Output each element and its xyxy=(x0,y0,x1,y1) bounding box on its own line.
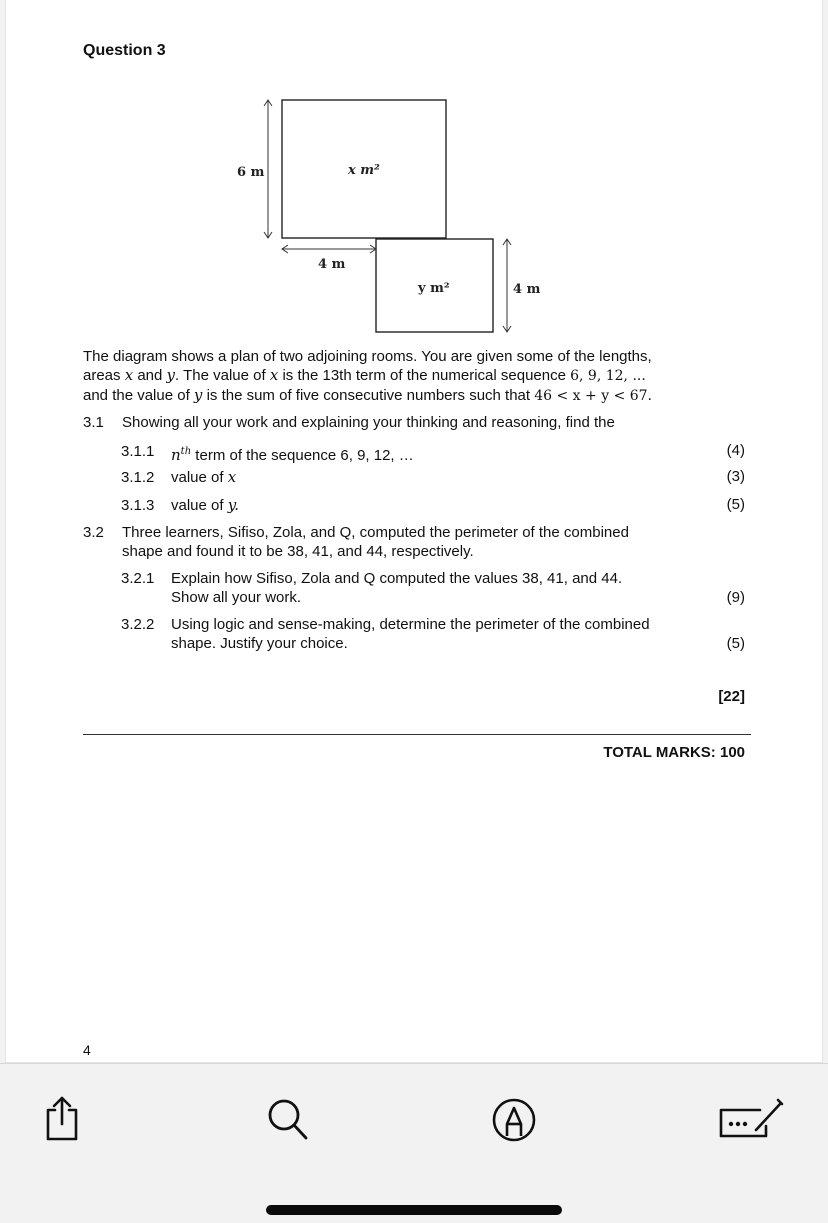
label-x-area: x m² xyxy=(348,163,380,178)
share-icon xyxy=(40,1094,84,1142)
q3-1-2-text: value of x xyxy=(171,468,237,486)
search-icon xyxy=(264,1094,312,1142)
rooms-diagram xyxy=(6,0,822,345)
total-marks: TOTAL MARKS: 100 xyxy=(603,744,745,761)
label-4m-right: 4 m xyxy=(513,282,541,297)
q3-2-1-text: Explain how Sifiso, Zola and Q computed the values 38, 41, and 44. Show all your work. xyxy=(171,570,623,606)
question-title: Question 3 xyxy=(83,42,166,59)
page-number: 4 xyxy=(83,1042,91,1058)
q3-2-1-number: 3.2.1 xyxy=(121,570,155,587)
label-6m: 6 m xyxy=(237,165,265,180)
q3-2-2-marks: (5) xyxy=(726,635,745,652)
label-4m-bottom: 4 m xyxy=(318,257,346,272)
q3-1-3-marks: (5) xyxy=(726,496,745,513)
q3-1-2-marks: (3) xyxy=(726,468,745,485)
divider-rule xyxy=(83,734,751,735)
intro-paragraph xyxy=(83,347,699,406)
section-total: [22] xyxy=(718,688,745,705)
q3-1-1-text: $n^{th}$ term of the sequence 6, 9, 12, … xyxy=(171,446,414,464)
q3-1-2-number: 3.1.2 xyxy=(121,469,155,486)
form-fill-icon xyxy=(716,1096,786,1144)
form-fill-button[interactable] xyxy=(716,1096,786,1140)
label-y-area: y m² xyxy=(418,281,450,296)
home-indicator[interactable] xyxy=(266,1205,562,1215)
q3-1-1-marks: (4) xyxy=(726,442,745,459)
q3-1-1-number: 3.1.1 xyxy=(121,443,155,460)
share-button[interactable] xyxy=(40,1094,84,1138)
markup-icon xyxy=(490,1096,538,1144)
q3-1-text: Showing all your work and explaining your thinking and reasoning, find the xyxy=(122,414,615,431)
q3-1-3-number: 3.1.3 xyxy=(121,497,155,514)
intro-line-1: The diagram shows a plan of two adjoining rooms. You are given some of the lengths, xyxy=(83,348,652,365)
arrow-6m xyxy=(264,100,272,238)
arrow-4m-horizontal xyxy=(282,245,376,253)
q3-2-number: 3.2 xyxy=(83,524,104,541)
arrow-4m-vertical xyxy=(503,239,511,332)
bottom-toolbar xyxy=(0,1063,828,1223)
intro-line-2: areas x and y. The value of x is the 13th term of the numerical sequence 6, 9, 12, ... xyxy=(83,366,646,384)
pdf-page xyxy=(6,0,822,1062)
q3-1-3-text: value of y. xyxy=(171,496,239,514)
search-button[interactable] xyxy=(264,1094,308,1138)
q3-2-2-text: Using logic and sense-making, determine the perimeter of the combined shape. Justify your choice. xyxy=(171,616,650,652)
q3-2-text: Three learners, Sifiso, Zola, and Q, computed the perimeter of the combined shape and found it to be 38, 41, and 44, respectively. xyxy=(122,524,629,560)
q3-2-2-number: 3.2.2 xyxy=(121,616,155,633)
intro-line-3: and the value of y is the sum of five consecutive numbers such that 46 < x + y < 67. xyxy=(83,386,653,404)
q3-2-1-marks: (9) xyxy=(726,589,745,606)
markup-button[interactable] xyxy=(490,1096,534,1140)
q3-1-number: 3.1 xyxy=(83,414,104,431)
